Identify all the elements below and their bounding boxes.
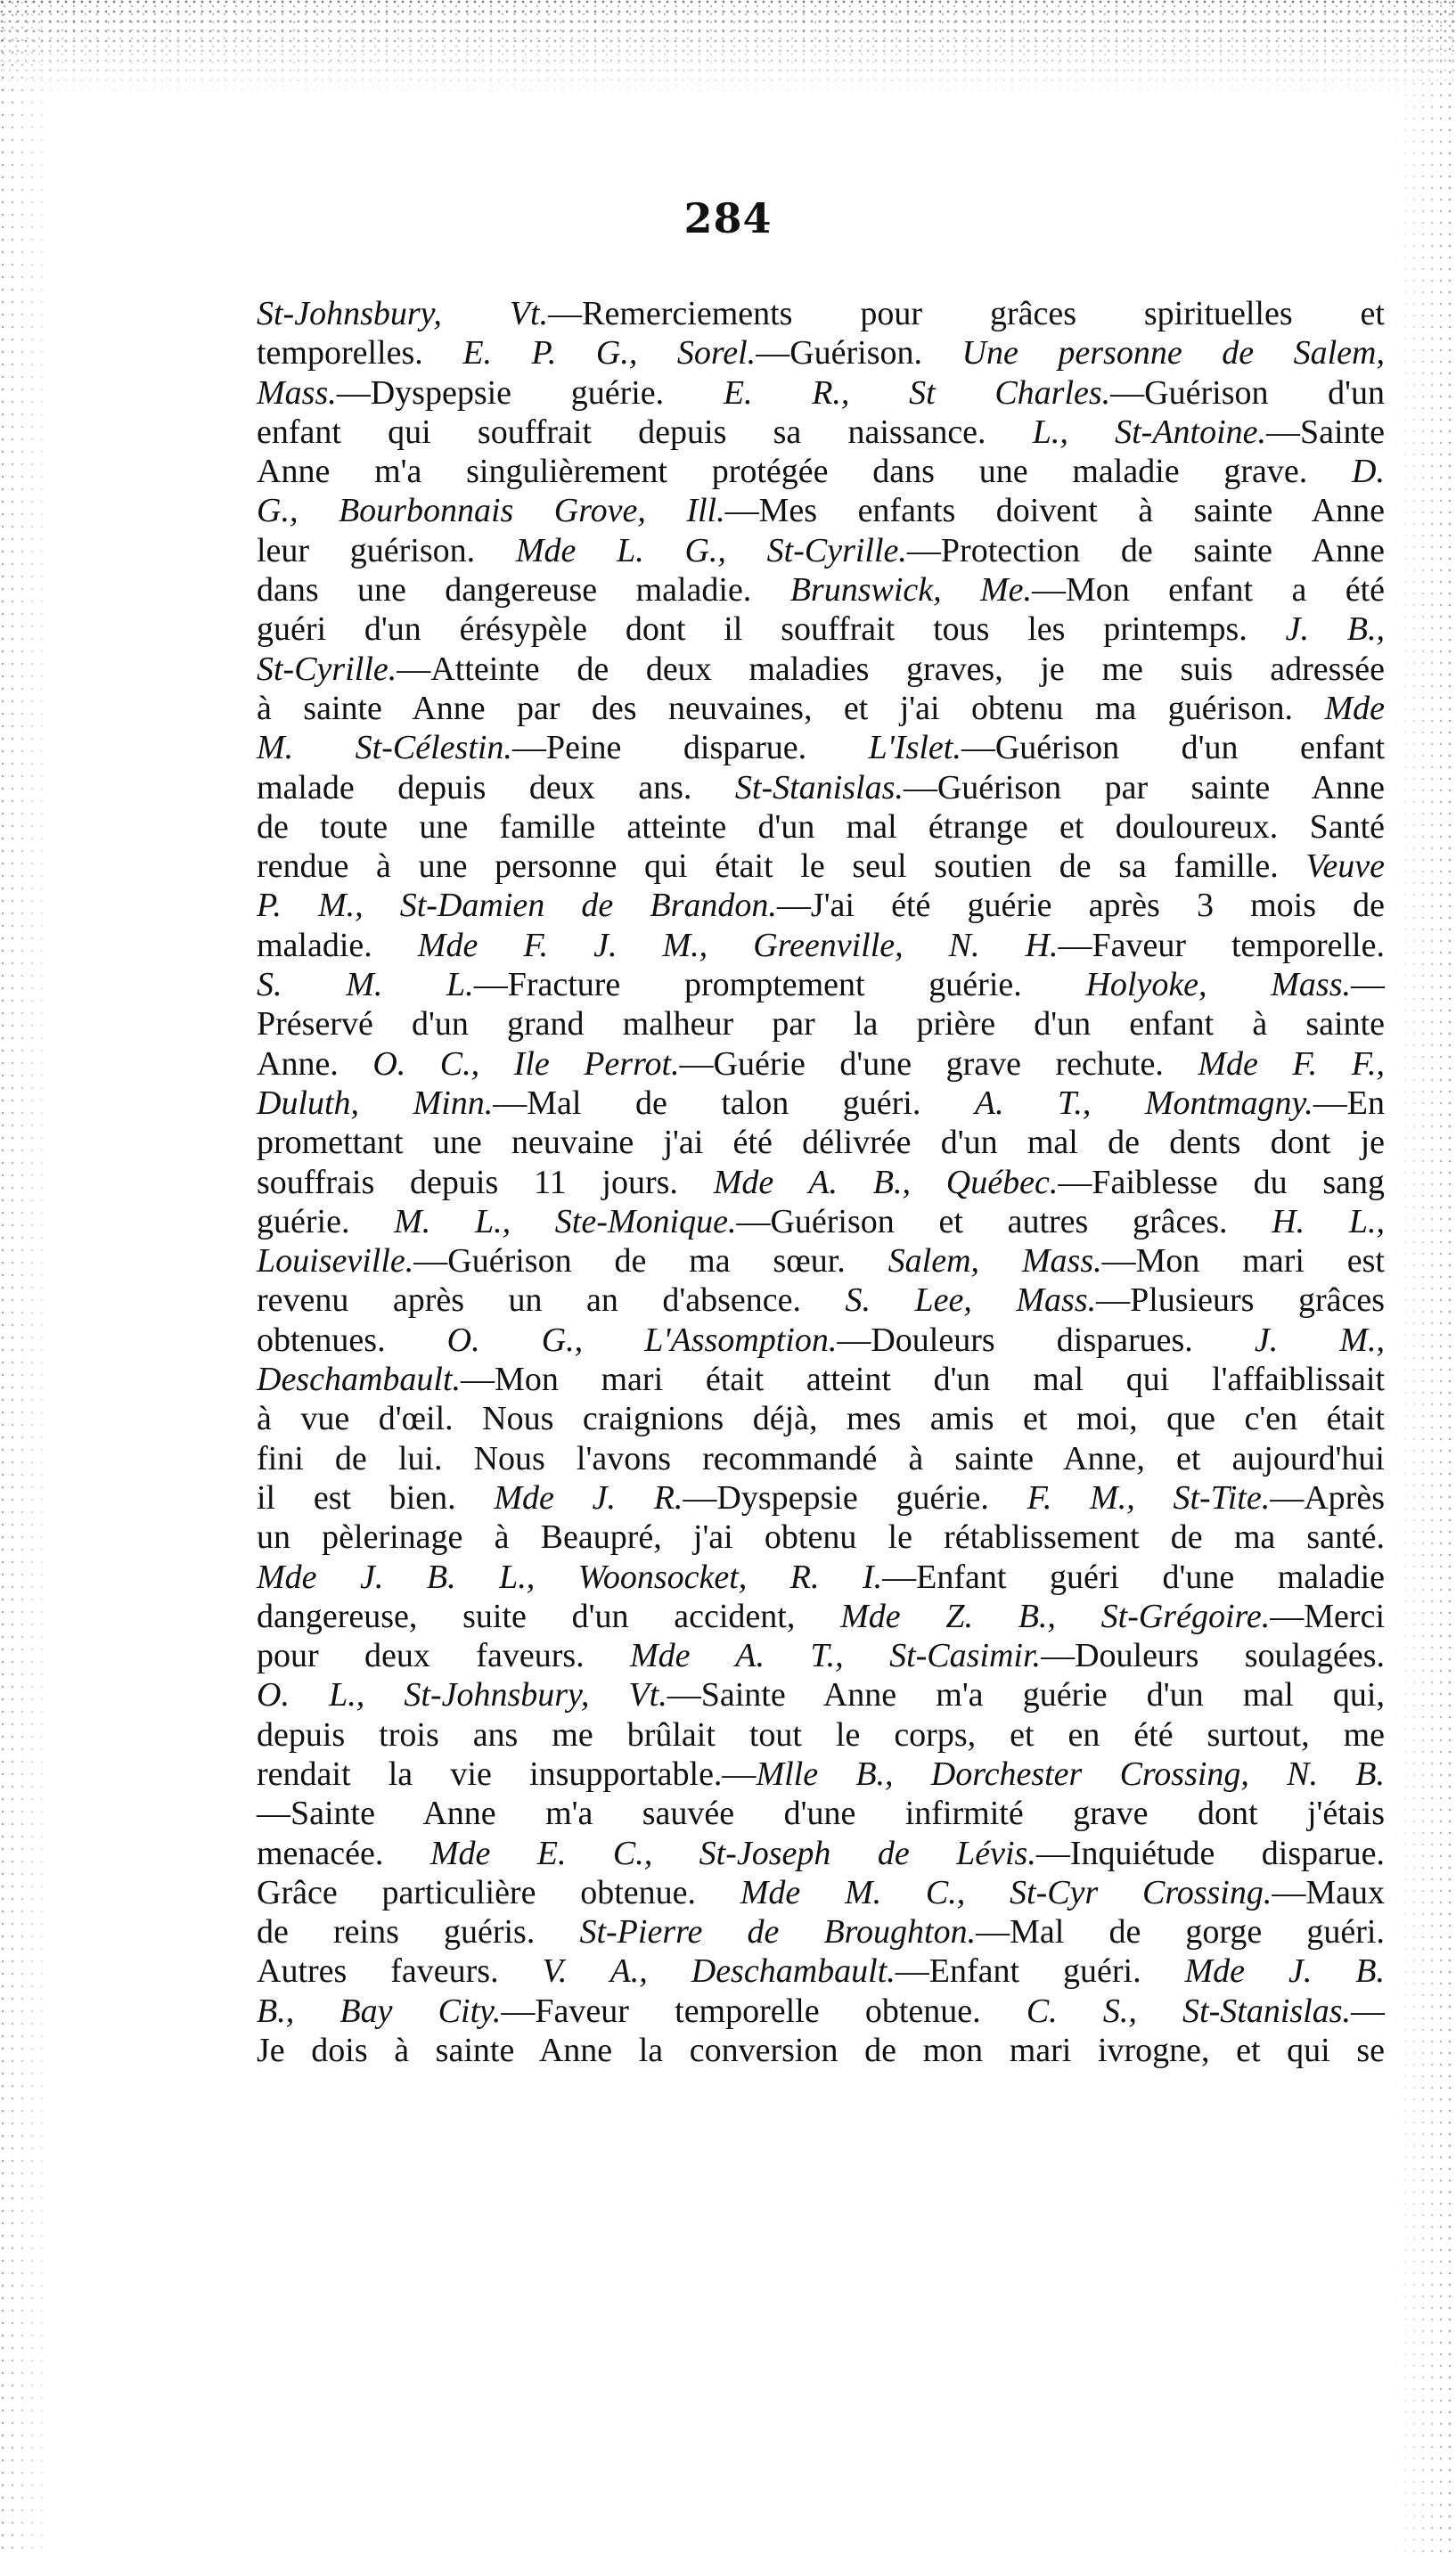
- text-line: Grâce particulière obtenue. Mde M. C., St-Cyr Crossing.—Maux: [257, 1873, 1385, 1911]
- text-line: Mde J. B. L., Woonsocket, R. I.—Enfant guéri d'une maladie: [257, 1558, 1385, 1596]
- scan-noise-right: [1394, 0, 1456, 2553]
- text-line: —Sainte Anne m'a sauvée d'une infirmité grave dont j'étais: [257, 1795, 1385, 1833]
- text-line: de toute une famille atteinte d'un mal étrange et douloureux. Santé: [257, 807, 1385, 846]
- text-line: promettant une neuvaine j'ai été délivrée d'un mal de dents dont je: [257, 1124, 1385, 1162]
- scan-noise-top: [0, 0, 1456, 98]
- text-line: rendait la vie insupportable.—Mlle B., Dorchester Crossing, N. B.: [257, 1755, 1385, 1793]
- text-line: dans une dangereuse maladie. Brunswick, Me.—Mon enfant a été: [257, 571, 1386, 610]
- text-line: dangereuse, suite d'un accident, Mde Z. B., St-Grégoire.—Merci: [257, 1597, 1385, 1635]
- text-line: pour deux faveurs. Mde A. T., St-Casimir.—Douleurs soulagées.: [257, 1637, 1385, 1675]
- text-line: depuis trois ans me brûlait tout le corps, et en été surtout, me: [257, 1715, 1385, 1754]
- text-line: rendue à une personne qui était le seul soutien de sa famille. Veuve: [257, 847, 1385, 886]
- text-line: obtenues. O. G., L'Assomption.—Douleurs disparues. J. M.,: [257, 1321, 1385, 1359]
- text-line: St-Cyrille.—Atteinte de deux maladies graves, je me suis adressée: [257, 650, 1385, 688]
- text-line: S. M. L.—Fracture promptement guérie. Holyoke, Mass.—: [257, 966, 1385, 1004]
- text-line: à vue d'œil. Nous craignions déjà, mes amis et moi, que c'en était: [257, 1400, 1385, 1438]
- text-line: Duluth, Minn.—Mal de talon guéri. A. T., Montmagny.—En: [257, 1084, 1386, 1122]
- text-line: enfant qui souffrait depuis sa naissance. L., St-Antoine.—Sainte: [257, 413, 1385, 451]
- text-line: Anne. O. C., Ile Perrot.—Guérie d'une grave rechute. Mde F. F.,: [257, 1044, 1386, 1083]
- body-text: [257, 294, 1385, 2070]
- text-line: P. M., St-Damien de Brandon.—J'ai été guérie après 3 mois de: [257, 887, 1385, 925]
- text-line: St-Johnsbury, Vt.—Remerciements pour grâces spirituelles et: [257, 295, 1385, 332]
- text-line: Deschambault.—Mon mari était atteint d'un mal qui l'affaiblissait: [257, 1361, 1385, 1399]
- text-line: il est bien. Mde J. R.—Dyspepsie guérie. F. M., St-Tite.—Après: [257, 1478, 1385, 1517]
- text-line: à sainte Anne par des neuvaines, et j'ai obtenu ma guérison. Mde: [257, 689, 1385, 727]
- text-line: malade depuis deux ans. St-Stanislas.—Guérison par sainte Anne: [257, 768, 1385, 806]
- text-line: Anne m'a singulièrement protégée dans une maladie grave. D.: [257, 453, 1385, 491]
- text-line: revenu après un an d'absence. S. Lee, Mass.—Plusieurs grâces: [257, 1281, 1385, 1320]
- text-line: maladie. Mde F. J. M., Greenville, N. H.—Faveur temporelle.: [257, 926, 1385, 964]
- text-line: guéri d'un érésypèle dont il souffrait tous les printemps. J. B.,: [257, 610, 1385, 649]
- text-line: G., Bourbonnais Grove, Ill.—Mes enfants doivent à sainte Anne: [257, 492, 1385, 530]
- text-line: Je dois à sainte Anne la conversion de mon mari ivrogne, et qui se: [257, 2032, 1385, 2070]
- text-line: temporelles. E. P. G., Sorel.—Guérison. Une personne de Salem,: [257, 334, 1385, 372]
- text-line: un pèlerinage à Beaupré, j'ai obtenu le rétablissement de ma santé.: [257, 1518, 1385, 1557]
- text-line: M. St-Célestin.—Peine disparue. L'Islet.—Guérison d'un enfant: [257, 729, 1385, 767]
- text-line: guérie. M. L., Ste-Monique.—Guérison et autres grâces. H. L.,: [257, 1202, 1385, 1240]
- text-line: Préservé d'un grand malheur par la prière d'un enfant à sainte: [257, 1005, 1385, 1043]
- page-number: 284: [683, 194, 773, 242]
- text-line: Mass.—Dyspepsie guérie. E. R., St Charles.—Guérison d'un: [257, 373, 1385, 412]
- scan-noise-left: [0, 0, 53, 2553]
- text-line: B., Bay City.—Faveur temporelle obtenue. C. S., St-Stanislas.—: [257, 1992, 1386, 2030]
- text-line: Louiseville.—Guérison de ma sœur. Salem, Mass.—Mon mari est: [257, 1242, 1385, 1281]
- text-line: de reins guéris. St-Pierre de Broughton.—Mal de gorge guéri.: [257, 1913, 1385, 1952]
- text-line: O. L., St-Johnsbury, Vt.—Sainte Anne m'a guérie d'un mal qui,: [257, 1676, 1385, 1714]
- text-line: souffrais depuis 11 jours. Mde A. B., Québec.—Faiblesse du sang: [257, 1163, 1385, 1201]
- text-line: fini de lui. Nous l'avons recommandé à sainte Anne, et aujourd'hui: [257, 1439, 1385, 1477]
- text-line: leur guérison. Mde L. G., St-Cyrille.—Protection de sainte Anne: [257, 531, 1385, 569]
- text-line: menacée. Mde E. C., St-Joseph de Lévis.—Inquiétude disparue.: [257, 1834, 1386, 1872]
- text-line: Autres faveurs. V. A., Deschambault.—Enfant guéri. Mde J. B.: [257, 1952, 1386, 1991]
